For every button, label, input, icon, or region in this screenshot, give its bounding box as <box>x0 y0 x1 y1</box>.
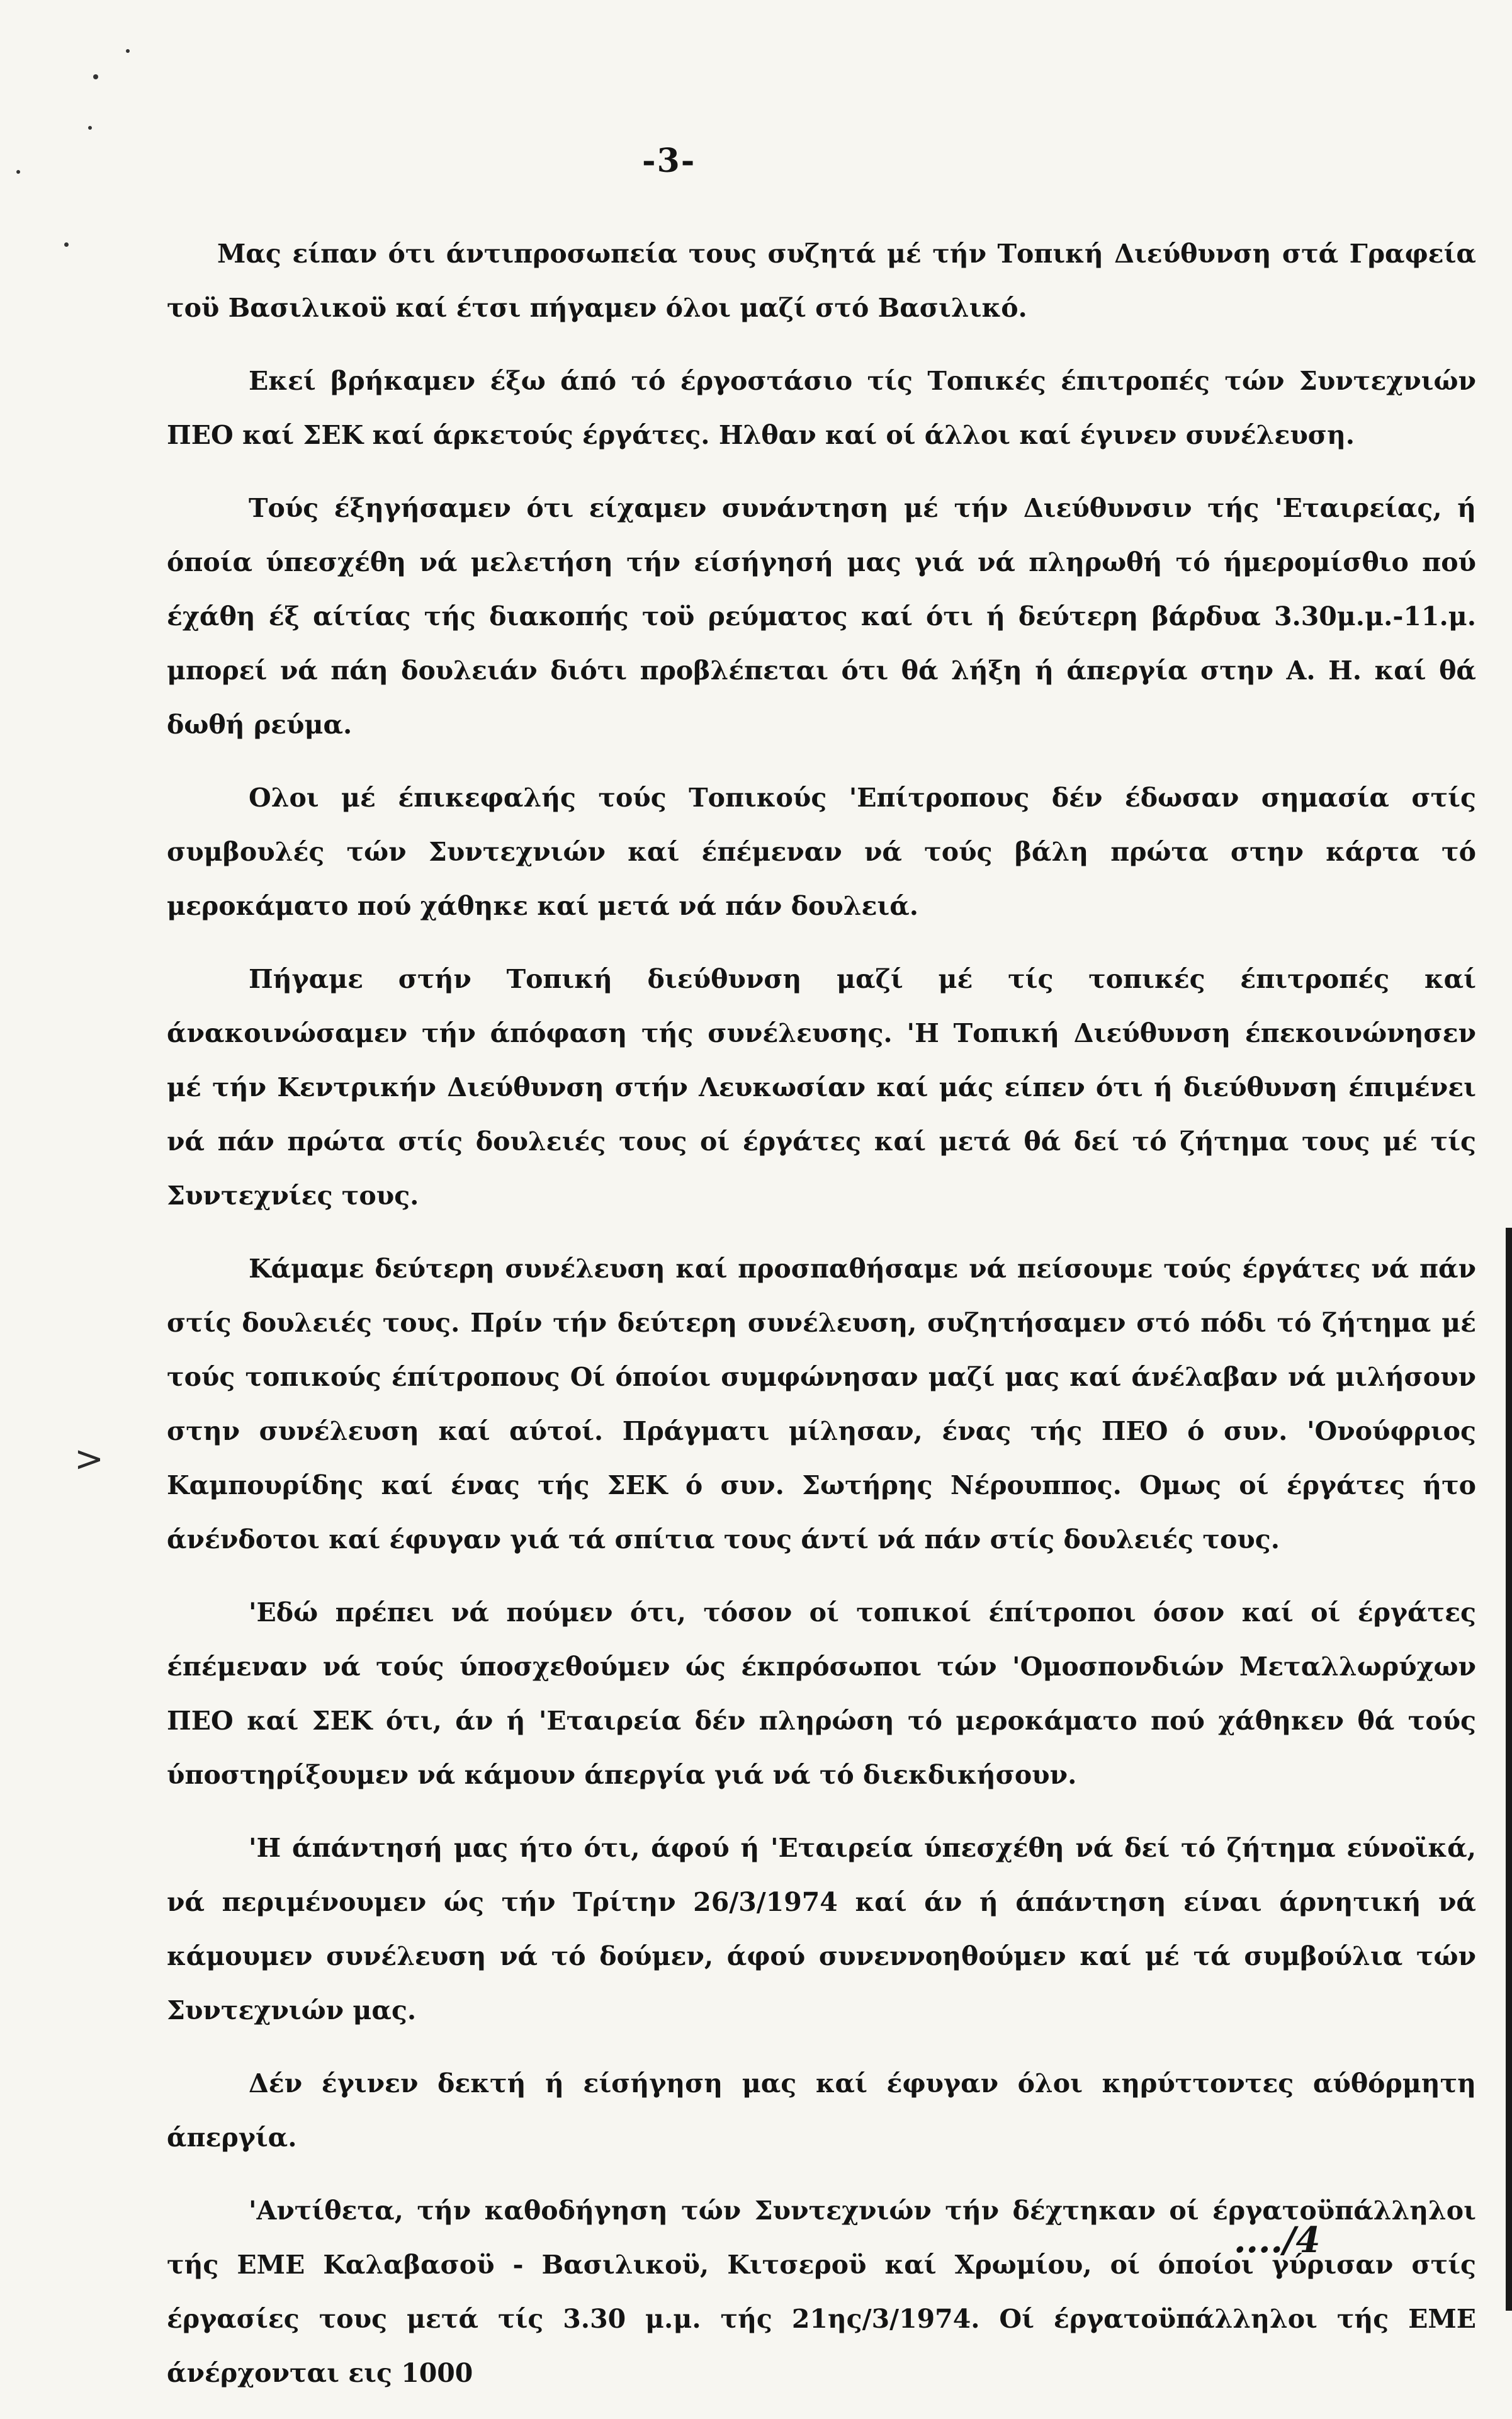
scan-speck <box>64 242 69 247</box>
paragraph: Κάμαμε δεύτερη συνέλευση καί προσπαθήσαμε νά πείσουμε τούς έργάτες νά πάν στίς δουλειές τους. Πρίν τήν δεύτερη συνέλευση, συζητήσαμεν στό πόδι τό ζήτημα μέ τούς τοπικούς έπίτροπους Οί όποίοι συμφώνησαν μαζί μας καί άνέλαβαν νά μιλήσουν στην συνέλευση καί αύτοί. Πράγματι μίλησαν, ένας τής ΠΕΟ ό συν. 'Ονούφριος Καμπουρίδης καί ένας τής ΣΕΚ ό συν. Σωτήρης Νέρουππος. Ομως οί έργάτες ήτο άνένδοτοι καί έφυγαν γιά τά σπίτια τους άντί νά πάν στίς δουλειές τους. <box>167 1254 1476 1555</box>
paragraph: Ολοι μέ έπικεφαλής τούς Τοπικούς 'Επίτροπους δέν έδωσαν σημασία στίς συμβουλές τών Συντεχνιών καί έπέμεναν νά τούς βάλη πρώτα στην κάρτα τό μεροκάματο πού χάθηκε καί μετά νά πάν δουλειά. <box>167 783 1476 921</box>
paragraph: Μας είπαν ότι άντιπροσωπεία τους συζητά μέ τήν Τοπική Διεύθυνση στά Γραφεία τοϋ Βασιλικοϋ καί έτσι πήγαμεν όλοι μαζί στό Βασιλικό. <box>167 239 1476 323</box>
paragraph: 'Εδώ πρέπει νά πούμεν ότι, τόσον οί τοπικοί έπίτροποι όσον καί οί έργάτες έπέμεναν νά τούς ύποσχεθούμεν ώς έκπρόσωποι τών 'Ομοσπονδιών Μεταλλωρύχων ΠΕΟ καί ΣΕΚ ότι, άν ή 'Εταιρεία δέν πληρώση τό μεροκάματο πού χάθηκεν θά τούς ύποστηρίξουμεν νά κάμουν άπεργία γιά νά τό διεκδικήσουν. <box>167 1597 1476 1790</box>
scan-speck <box>88 126 92 130</box>
scan-speck <box>16 170 20 174</box>
paragraph: 'Αντίθετα, τήν καθοδήγηση τών Συντεχνιών τήν δέχτηκαν οί έργατοϋπάλληλοι τής ΕΜΕ Καλαβασοϋ - Βασιλικοϋ, Κιτσεροϋ καί Χρωμίου, οί όποίοι γύρισαν στίς έργασίες τους μετά τίς 3.30 μ.μ. τής 21ης/3/1974. Οί έργατοϋπάλληλοι τής ΕΜΕ άνέρχονται εις 1000 <box>167 2195 1476 2388</box>
paragraph: Δέν έγινεν δεκτή ή είσήγηση μας καί έφυγαν όλοι κηρύττοντες αύθόρμητη άπεργία. <box>167 2068 1476 2153</box>
margin-arrow-mark: > <box>74 1439 104 1480</box>
scan-speck <box>93 74 98 79</box>
paragraph: Εκεί βρήκαμεν έξω άπό τό έργοστάσιο τίς Τοπικές έπιτροπές τών Συντεχνιών ΠΕΟ καί ΣΕΚ καί άρκετούς έργάτες. Ηλθαν καί οί άλλοι καί έγινεν συνέλευση. <box>167 366 1476 450</box>
paragraph: Πήγαμε στήν Τοπική διεύθυνση μαζί μέ τίς τοπικές έπιτροπές καί άνακοινώσαμεν τήν άπόφαση τής συνέλευσης. 'Η Τοπική Διεύθυνση έπεκοινώνησεν μέ τήν Κεντρικήν Διεύθυνση στήν Λευκωσίαν καί μάς είπεν ότι ή διεύθυνση έπιμένει νά πάν πρώτα στίς δουλειές τους οί έργάτες καί μετά θά δεί τό ζήτημα τους μέ τίς Συντεχνίες τους. <box>167 964 1476 1211</box>
paragraph: Τούς έξηγήσαμεν ότι είχαμεν συνάντηση μέ τήν Διεύθυνσιν τής 'Εταιρείας, ή όποία ύπεσχέθη νά μελετήση τήν είσήγησή μας γιά νά πληρωθή τό ήμερομίσθιο πού έχάθη έξ αίτίας τής διακοπής τοϋ ρεύματος καί ότι ή δεύτερη βάρδυα 3.30μ.μ.-11.μ. μπορεί νά πάη δουλειάν διότι προβλέπεται ότι θά λήξη ή άπεργία στην Α. Η. καί θά δωθή ρεύμα. <box>167 493 1476 740</box>
document-body <box>167 227 1476 2419</box>
paragraph: 'Η άπάντησή μας ήτο ότι, άφού ή 'Εταιρεία ύπεσχέθη νά δεί τό ζήτημα εύνοϊκά, νά περιμένουμεν ώς τήν Τρίτην 26/3/1974 καί άν ή άπάντηση είναι άρνητική νά κάμουμεν συνέλευση νά τό δούμεν, άφού συνεννοηθούμεν καί μέ τά συμβούλια τών Συντεχνιών μας. <box>167 1833 1476 2025</box>
continuation-marker: ..../4 <box>1234 2219 1321 2261</box>
scan-edge-shadow <box>1506 1228 1512 2311</box>
scan-speck <box>126 49 130 53</box>
page-number: -3- <box>642 142 696 180</box>
